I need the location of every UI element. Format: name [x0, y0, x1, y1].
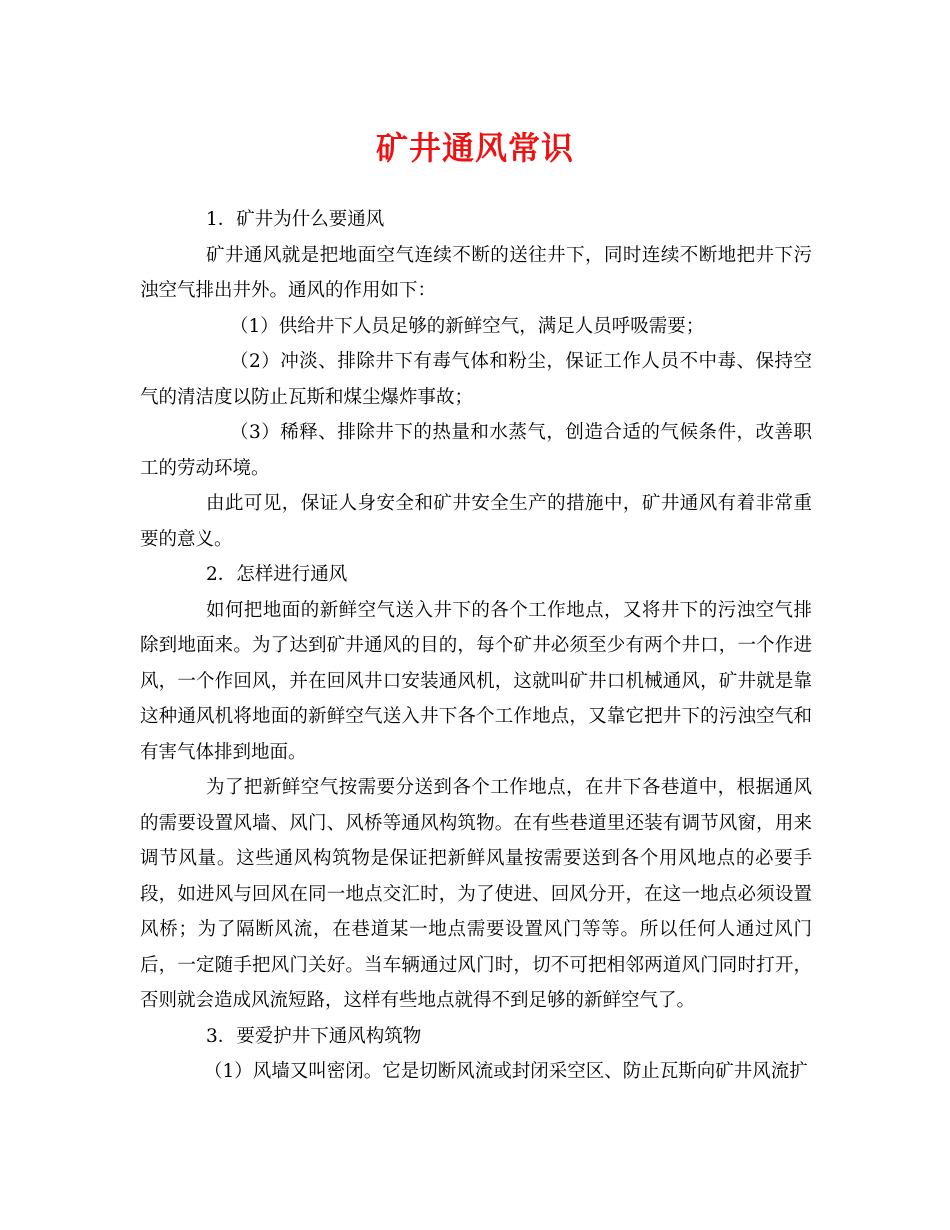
section-heading-2: 2．怎样进行通风 — [206, 564, 348, 585]
list-item-1: （1）供给井下人员足够的新鲜空气，满足人员呼吸需要； — [230, 315, 705, 337]
document-body — [140, 202, 812, 1090]
list-item-2: （2）冲淡、排除井下有毒气体和粉尘，保证工作人员不中毒、保持空气的清洁度以防止瓦斯和煤尘爆炸事故； — [140, 351, 812, 408]
list-item-3: （3）稀释、排除井下的热量和水蒸气，创造合适的气候条件，改善职工的劳动环境。 — [140, 422, 812, 479]
section-heading-3: 3．要爱护井下通风构筑物 — [206, 1025, 422, 1047]
body-paragraph: 为了把新鲜空气按需要分送到各个工作地点，在井下各巷道中，根据通风的需要设置风墙、风门、风桥等通风构筑物。在有些巷道里还装有调节风窗，用来调节风量。这些通风构筑物是保证把新鲜风量按需要送到各个用风地点的必要手段，如进风与回风在同一地点交汇时，为了使进、回风分开，在这一地点必须设置风桥；为了隔断风流，在巷道某一地点需要设置风门等等。所以任何人通过风门后，一定随手把风门关好。当车辆通过风门时，切不可把相邻两道风门同时打开，否则就会造成风流短路，这样有些地点就得不到足够的新鲜空气了。 — [140, 777, 812, 1011]
document-title: 矿井通风常识 — [375, 129, 574, 167]
body-paragraph: 矿井通风就是把地面空气连续不断的送往井下，同时连续不断地把井下污浊空气排出井外。通风的作用如下： — [140, 244, 812, 301]
section-heading-1: 1．矿井为什么要通风 — [206, 209, 385, 230]
body-paragraph: 如何把地面的新鲜空气送入井下的各个工作地点，又将井下的污浊空气排除到地面来。为了达到矿井通风的目的，每个矿井必须至少有两个井口，一个作进风，一个作回风，并在回风井口安装通风机，这就叫矿井口机械通风，矿井就是靠这种通风机将地面的新鲜空气送入井下各个工作地点，又靠它把井下的污浊空气和有害气体排到地面。 — [140, 599, 812, 763]
body-paragraph: 由此可见，保证人身安全和矿井安全生产的措施中，矿井通风有着非常重要的意义。 — [140, 493, 812, 550]
list-item-wall: （1）风墙又叫密闭。它是切断风流或封闭采空区、防止瓦斯向矿井风流扩 — [204, 1061, 808, 1082]
